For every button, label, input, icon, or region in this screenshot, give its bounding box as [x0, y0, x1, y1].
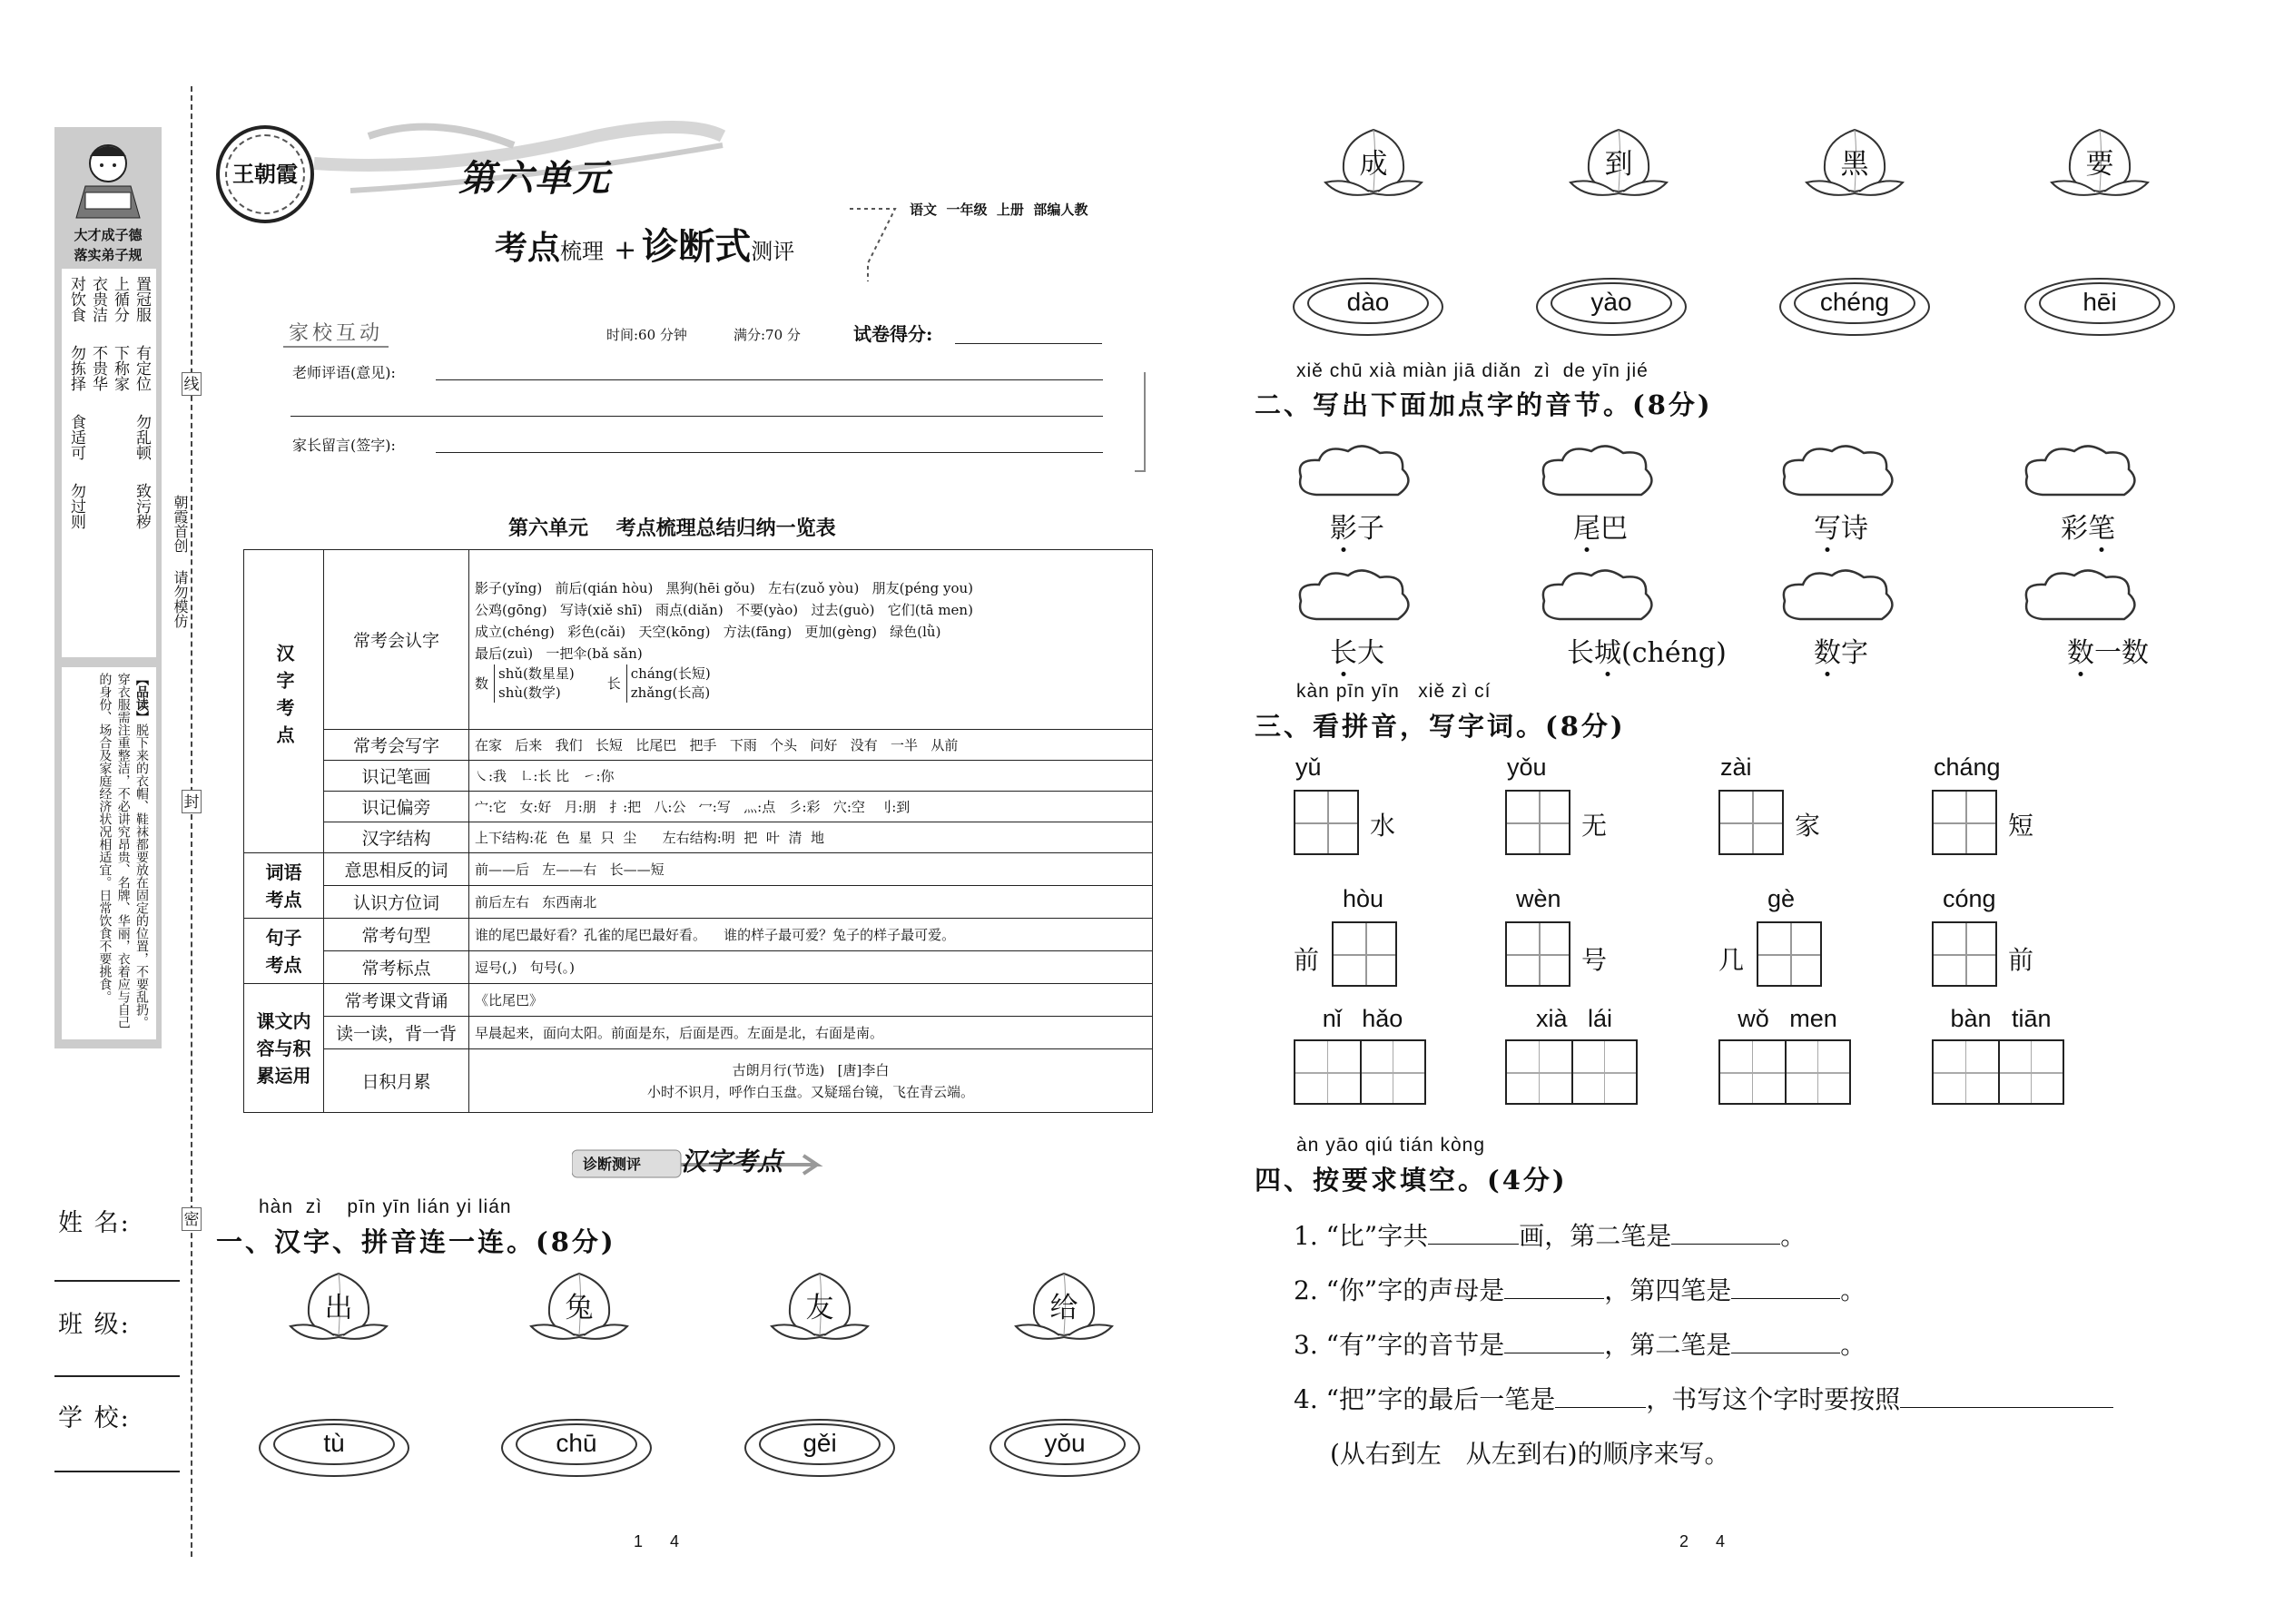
q3-pinyin: wèn [1516, 885, 1561, 912]
word-suffix: 一数 [2094, 637, 2149, 669]
q3-pinyin: bàn tiān [1950, 1005, 2052, 1032]
row-juxing: 谁的尾巴最好看？孔雀的尾巴最好看。 谁的样子最可爱？兔子的样子最可爱。 [469, 919, 1153, 951]
full-score: 满分:70 分 [733, 327, 801, 343]
plate-gěi[interactable] [743, 1416, 897, 1480]
dotted-char: 影 [1330, 513, 1357, 545]
q3-pinyin: yǒu [1507, 753, 1547, 781]
peach-char: 给 [1049, 1292, 1078, 1324]
row-label: 日积月累 [324, 1049, 469, 1113]
kid-reading-icon [67, 136, 149, 222]
q3-pinyin: gè [1767, 885, 1796, 912]
write-box[interactable] [1294, 790, 1359, 855]
rule-col: 下称家 [111, 345, 129, 391]
plate-chéng[interactable] [1777, 275, 1932, 339]
write-box[interactable] [1718, 790, 1784, 855]
summary-table [243, 549, 1153, 1113]
row-dudu: 早晨起来，面向太阳。前面是东，后面是西。左面是北，右面是南。 [469, 1017, 1153, 1049]
peach-char: 出 [324, 1292, 353, 1324]
plate-yǒu[interactable] [988, 1416, 1142, 1480]
rule-col: 置冠服 [133, 276, 151, 322]
dotted-char: 城 [1594, 637, 1621, 669]
plate-pinyin: hēi [2082, 288, 2117, 316]
q3-pinyin: zài [1720, 753, 1752, 781]
pindu-box [62, 667, 156, 1039]
home-school-label: 家校互动 [283, 318, 389, 348]
emphasis-dot [1342, 672, 1346, 676]
answer-cloud[interactable] [1537, 440, 1659, 508]
parent-note-field[interactable] [436, 452, 1103, 453]
peach-黑[interactable] [1805, 123, 1905, 204]
row-label: 读一读，背一背 [324, 1017, 469, 1049]
q4-item-3: 3. “有”字的音节是 ，第二笔是 。 [1294, 1330, 1866, 1360]
score-label: 试卷得分: [853, 323, 933, 345]
school-label: 学 校: [58, 1404, 131, 1432]
sidebar-panel [54, 127, 162, 1048]
q4-blank[interactable] [1504, 1332, 1604, 1353]
q3-given-char: 家 [1795, 811, 1821, 841]
peach-成[interactable] [1324, 123, 1423, 204]
word-suffix: 巴 [1600, 513, 1628, 545]
dotted-char: 尾 [1573, 513, 1600, 545]
exam-time: 时间:60 分钟 [606, 327, 687, 343]
peach-char: 要 [2085, 148, 2114, 181]
row-label: 常考会写字 [324, 730, 469, 761]
emphasis-dot [1826, 672, 1830, 676]
row-label: 常考课文背诵 [324, 984, 469, 1017]
logo-text: 王朝霞 [232, 161, 298, 187]
row-xiezi: 在家 后来 我们 长短 比尾巴 把手 下雨 个头 问好 没有 一半 从前 [469, 730, 1153, 761]
q3-given-char: 无 [1581, 811, 1608, 841]
rule-col: 勿过则 [67, 483, 85, 529]
q4-blank[interactable] [1555, 1386, 1646, 1408]
diag-banner-small: 诊断测评 [583, 1156, 642, 1173]
class-field[interactable] [54, 1375, 180, 1377]
q3-pinyin: nǐ hǎo [1322, 1005, 1403, 1032]
q2-word [2067, 630, 2149, 670]
peach-char: 黑 [1840, 148, 1869, 181]
rule-col: 上循分 [111, 276, 129, 322]
subtitle-plus: + [614, 234, 637, 266]
cut-line [191, 86, 192, 1557]
plate-dào[interactable] [1291, 275, 1445, 339]
rule-col: 致污秽 [133, 483, 151, 529]
teacher-comment-field-2[interactable] [290, 416, 1103, 417]
dotted-char: 数 [1814, 637, 1841, 669]
dotted-char: 写 [1814, 513, 1841, 545]
cut-mark-xian: 线 [182, 372, 202, 396]
peach-给[interactable] [1014, 1266, 1114, 1348]
rule-col: 勿拣择 [67, 345, 85, 391]
row-jiegou: 上下结构:花 色 星 只 尘 左右结构:明 把 叶 清 地 [469, 822, 1153, 853]
cat-hanzi: 汉字考点 [244, 550, 324, 853]
q3-pinyin: kàn pīn yīn xiě zì cí [1296, 681, 1492, 702]
word-suffix: 字 [1841, 637, 1868, 669]
q2-word [1573, 506, 1628, 546]
plate-hēi[interactable] [2023, 275, 2177, 339]
q2-word [2061, 506, 2115, 546]
subtitle-shuli: 梳理 [560, 239, 605, 264]
row-label: 识记偏旁 [324, 792, 469, 822]
write-box[interactable] [1757, 921, 1822, 987]
rule-col: 食适可 [67, 414, 85, 460]
pindu-text: 脱下来的衣帽、鞋袜都要放在固定的位置，不要乱扔。穿衣服需注重整洁，不必讲究昂贵、名牌、华丽，衣着应与自己的身份、场合及家庭经济状况相适宜。日常饮食不要挑食。 [97, 673, 149, 1029]
row-beisong: 《比尾巴》 [469, 984, 1153, 1017]
q2-word [1330, 506, 1384, 546]
word-suffix: 诗 [1841, 513, 1868, 545]
q4-blank[interactable] [1900, 1386, 2113, 1408]
answer-cloud[interactable] [1294, 565, 1416, 633]
row-fanyi: 前——后 左——右 长——短 [469, 853, 1153, 886]
write-box-double[interactable] [1718, 1039, 1851, 1105]
answer-cloud[interactable] [1777, 565, 1900, 633]
word-suffix: (chéng) [1621, 637, 1727, 669]
peach-友[interactable] [770, 1266, 870, 1348]
q3-pinyin: xià lái [1535, 1005, 1613, 1032]
q4-pinyin: àn yāo qiú tián kòng [1296, 1135, 1486, 1156]
q3-given-char: 水 [1370, 811, 1396, 841]
subtitle-ceping: 测评 [751, 239, 795, 264]
q3-title: 三、看拼音，写字词。(8分) [1255, 711, 1626, 742]
row-jilei: 古朗月行(节选) [唐]李白 小时不识月，呼作白玉盘。又疑瑶台镜，飞在青云端。 [469, 1049, 1153, 1113]
write-box-double[interactable] [1294, 1039, 1426, 1105]
logo-seal [216, 125, 314, 223]
q4-item-1: 1. “比”字共 画，第二笔是 。 [1294, 1221, 1807, 1251]
subtitle-kaodian: 考点 [495, 229, 561, 267]
row-label: 意思相反的词 [324, 853, 469, 886]
cat-kewen: 课文内容与积累运用 [244, 984, 324, 1113]
rule-col: 对饮食 [67, 276, 85, 322]
name-field[interactable] [54, 1280, 180, 1282]
write-box-double[interactable] [1932, 1039, 2064, 1105]
cut-mark-mi: 密 [182, 1207, 202, 1231]
row-bihua: ㇏:我 ㇗:长 比 ㇀:你 [469, 761, 1153, 792]
write-box[interactable] [1332, 921, 1397, 987]
slogan-2: 落实弟子规 [74, 247, 143, 263]
q1-title: 一、汉字、拼音连一连。(8分) [216, 1226, 616, 1257]
name-label: 姓 名: [58, 1209, 131, 1237]
emphasis-dot [1342, 547, 1346, 552]
page-number-right: 2 4 [1679, 1532, 1726, 1550]
q3-given-char: 前 [2008, 945, 2034, 975]
peach-到[interactable] [1569, 123, 1669, 204]
rules-box [62, 269, 156, 657]
unit-title: 第六单元 [458, 157, 611, 200]
peach-出[interactable] [289, 1266, 389, 1348]
page-number-left: 1 4 [634, 1532, 680, 1550]
rule-col: 衣贵洁 [89, 276, 107, 322]
row-renzi: 影子(yǐng) 前后(qián hòu) 黑狗(hēi gǒu) 左右(zuǒ yòu) 朋友(péng you) 公鸡(gōng) 写诗(xiě shī) 雨点(diǎn) 不要(yào) 过去(guò) 它们(tā men) 成立(chéng) 彩色(cǎi) 天空(kōng) 方法(fāng) 更加(gèng) 绿色(lǜ) 最后(zuì) 一把伞(bǎ sǎn) 数 shǔ(数星星) shù(数学) 长 cháng(长短) zhǎng(长高) [469, 550, 1153, 730]
answer-cloud[interactable] [1537, 565, 1659, 633]
summary-title: 第六单元 考点梳理总结归纳一览表 [508, 517, 836, 540]
q4-item-2: 2. “你”字的声母是 ，第四笔是 。 [1294, 1275, 1866, 1305]
rule-col: 不贵华 [89, 345, 107, 391]
peach-兔[interactable] [529, 1266, 629, 1348]
parent-note-label: 家长留言(签字): [292, 437, 396, 454]
plate-pinyin: dào [1346, 288, 1390, 316]
word-prefix: 彩 [2061, 513, 2088, 545]
write-box[interactable] [1505, 790, 1570, 855]
row-label: 常考会认字 [324, 550, 469, 730]
cat-juzi: 句子考点 [244, 919, 324, 984]
row-label: 常考句型 [324, 919, 469, 951]
row-label: 常考标点 [324, 951, 469, 984]
plate-pinyin: chéng [1819, 288, 1890, 316]
book-info: 语文 一年级 上册 部编人教 [910, 202, 1088, 218]
plate-pinyin: chū [556, 1429, 597, 1457]
q1-pinyin: hàn zì pīn yīn lián yi lián [259, 1196, 512, 1217]
emphasis-dot [1826, 547, 1830, 552]
q4-blank[interactable] [1731, 1277, 1840, 1299]
plate-pinyin: yào [1590, 288, 1632, 316]
q2-word [1814, 630, 1868, 670]
write-box[interactable] [1932, 790, 1997, 855]
q3-pinyin: yǔ [1295, 753, 1322, 781]
q3-pinyin: hòu [1343, 885, 1384, 912]
q4-item-4: 4. “把”字的最后一笔是 ，书写这个字时要按照 [1294, 1380, 2113, 1416]
plate-tù[interactable] [257, 1416, 411, 1480]
pindu-label: 【品读】 [134, 673, 149, 723]
diag-banner-big: 汉字考点 [681, 1147, 783, 1176]
subtitle-zhenduan: 诊断式 [642, 225, 752, 268]
cat-ciyu: 词语考点 [244, 853, 324, 919]
word-suffix: 大 [1357, 637, 1384, 669]
write-box[interactable] [1505, 921, 1570, 987]
teacher-comment-field[interactable] [436, 379, 1103, 380]
emphasis-dot [1585, 547, 1590, 552]
q3-given-char: 前 [1294, 945, 1320, 975]
dotted-char: 笔 [2088, 513, 2115, 545]
answer-cloud[interactable] [2020, 440, 2142, 508]
dotted-char: 数 [2067, 637, 2094, 669]
teacher-comment-label: 老师评语(意见): [292, 364, 396, 381]
peach-char: 兔 [565, 1292, 594, 1324]
subtitle [495, 218, 794, 270]
row-fangwei: 前后左右 东西南北 [469, 886, 1153, 919]
q2-pinyin: xiě chū xià miàn jiā diǎn zì de yīn jié [1296, 360, 1649, 381]
peach-要[interactable] [2050, 123, 2150, 204]
plate-yào[interactable] [1534, 275, 1689, 339]
q2-title: 二、写出下面加点字的音节。(8分) [1255, 389, 1713, 420]
corner-bracket [1135, 372, 1146, 472]
q4-blank[interactable] [1504, 1277, 1604, 1299]
q3-given-char: 几 [1718, 945, 1745, 975]
row-label: 认识方位词 [324, 886, 469, 919]
q2-word [1567, 630, 1727, 670]
word-suffix: 子 [1357, 513, 1384, 545]
rule-col: 有定位 [133, 345, 151, 391]
row-biaodian: 逗号(,) 句号(。) [469, 951, 1153, 984]
rule-col: 勿乱顿 [133, 414, 151, 460]
peach-char: 到 [1604, 148, 1633, 181]
q3-given-char: 号 [1581, 945, 1608, 975]
write-box[interactable] [1932, 921, 1997, 987]
q2-word [1814, 506, 1868, 546]
row-pianpang: 宀:它 女:好 月:朋 扌:把 八:公 冖:写 灬:点 彡:彩 穴:空 刂:到 [469, 792, 1153, 822]
score-field[interactable] [955, 343, 1102, 344]
emphasis-dot [1606, 672, 1610, 676]
plate-chū[interactable] [499, 1416, 654, 1480]
plate-pinyin: tù [323, 1429, 345, 1457]
answer-cloud[interactable] [1777, 440, 1900, 508]
q3-pinyin: cháng [1934, 753, 2001, 781]
write-box-double[interactable] [1505, 1039, 1638, 1105]
q4-blank[interactable] [1671, 1223, 1780, 1245]
slogan-1: 大才成子德 [74, 227, 143, 243]
plate-pinyin: gěi [802, 1429, 837, 1457]
row-label: 识记笔画 [324, 761, 469, 792]
q4-title: 四、按要求填空。(4分) [1255, 1165, 1568, 1196]
peach-char: 成 [1359, 148, 1388, 181]
q3-pinyin: wǒ men [1738, 1005, 1837, 1032]
peach-char: 友 [805, 1292, 834, 1324]
emphasis-dot [2079, 672, 2083, 676]
q3-given-char: 短 [2008, 811, 2034, 841]
q3-pinyin: cóng [1943, 885, 1996, 912]
school-field[interactable] [54, 1471, 180, 1472]
answer-cloud[interactable] [1294, 440, 1416, 508]
q4-blank[interactable] [1731, 1332, 1840, 1353]
q2-word [1330, 630, 1384, 670]
cut-note: 朝霞首创 请勿模仿 [172, 495, 189, 628]
q4-blank[interactable] [1428, 1223, 1519, 1245]
word-prefix: 长 [1567, 637, 1594, 669]
q4-item-4-line2: (从右到左 从左到右)的顺序来写。 [1330, 1439, 1730, 1469]
plate-pinyin: yǒu [1044, 1429, 1086, 1457]
dotted-char: 长 [1330, 637, 1357, 669]
answer-cloud[interactable] [2020, 565, 2142, 633]
cut-mark-feng: 封 [182, 790, 202, 813]
emphasis-dot [2100, 547, 2104, 552]
class-label: 班 级: [58, 1311, 131, 1339]
row-label: 汉字结构 [324, 822, 469, 853]
